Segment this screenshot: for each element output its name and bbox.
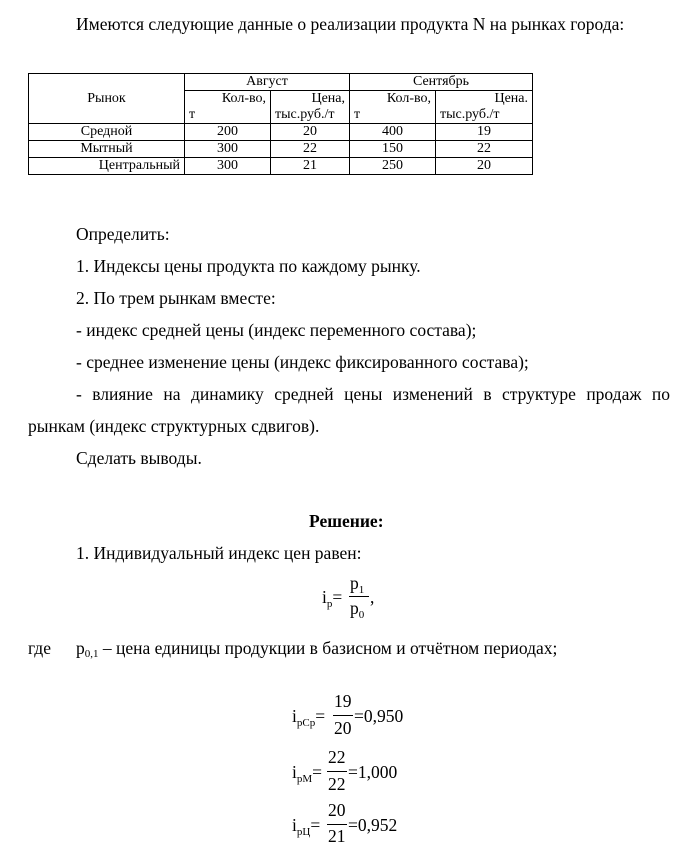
calc-ipsr <box>292 691 422 741</box>
fraction-bar <box>349 596 369 597</box>
qty-sep-header-line1: Кол-во, <box>386 91 431 106</box>
calc-numerator: 22 <box>328 747 346 767</box>
price-aug-header-line1: Цена, <box>311 91 345 106</box>
task-item-4: - среднее изменение цены (индекс фиксированного состава); <box>76 352 529 372</box>
price-aug-cell: 21 <box>271 158 350 175</box>
qty-sep-cell: 250 <box>350 158 436 175</box>
calc-lhs-letter: i <box>292 762 297 782</box>
table-row <box>29 124 533 141</box>
formula-tail: , <box>370 587 375 607</box>
fraction-bar <box>327 824 347 825</box>
calc-denominator: 22 <box>328 774 346 794</box>
table-row <box>29 158 533 175</box>
market-cell: Центральный <box>29 158 185 175</box>
calc-lhs-letter: i <box>292 815 297 835</box>
fraction-bar <box>333 715 353 716</box>
table-row <box>29 141 533 158</box>
conclusion: Сделать выводы. <box>76 448 202 468</box>
calc-lhs-letter: i <box>292 706 297 726</box>
task-item-5a: - влияние на динамику средней цены изменений в структуре продаж по <box>76 384 670 404</box>
where-word: где <box>28 638 51 658</box>
calc-lhs-sub: pСр <box>296 717 316 729</box>
price-aug-header <box>271 91 350 124</box>
calc-lhs: $i_{pСр}=$ <box>292 706 326 729</box>
price-aug-header-line2: тыс.руб./т <box>275 107 335 122</box>
qty-aug-header <box>185 91 271 124</box>
calc-result: =0,950 <box>354 706 404 726</box>
task-item-1: 1. Индексы цены продукта по каждому рынку. <box>76 256 421 276</box>
price-sep-cell: 20 <box>436 158 533 175</box>
calc-ipc <box>292 800 422 848</box>
calc-denominator: 21 <box>328 826 346 846</box>
qty-aug-header-line2: т <box>189 107 196 122</box>
price-sep-cell: 22 <box>436 141 533 158</box>
market-cell: Мытный <box>29 141 185 158</box>
calc-lhs: $i_{pЦ}=$ <box>292 815 321 838</box>
qty-sep-cell: 400 <box>350 124 436 141</box>
where-sub: 0,1 <box>84 648 99 660</box>
calc-result: =1,000 <box>348 762 398 782</box>
formula-lhs-letter: i <box>322 587 327 607</box>
formula-num-letter: p <box>350 573 359 593</box>
where-text: – цена единицы продукции в базисном и отчётном периодах; <box>98 638 558 658</box>
qty-sep-header-line2: т <box>354 107 361 122</box>
task-item-5b: рынкам (индекс структурных сдвигов). <box>28 416 320 436</box>
price-aug-cell: 20 <box>271 124 350 141</box>
qty-aug-cell: 200 <box>185 124 271 141</box>
task-item-2: 2. По трем рынкам вместе: <box>76 288 276 308</box>
august-header: Август <box>185 74 350 91</box>
calc-lhs: $i_{pМ}=$ <box>292 762 323 785</box>
formula-lhs: $i_p=$ <box>322 587 343 610</box>
qty-aug-cell: 300 <box>185 158 271 175</box>
formula-denominator <box>350 598 364 619</box>
market-cell: Средной <box>29 124 185 141</box>
calc-denominator: 20 <box>334 718 352 738</box>
calc-lhs-sub: pЦ <box>296 826 311 838</box>
formula-lhs-sub: p <box>326 598 333 610</box>
september-header: Сентябрь <box>350 74 533 91</box>
calc-result: =0,952 <box>348 815 398 835</box>
formula-numerator <box>350 573 364 594</box>
index-formula <box>322 573 382 621</box>
qty-sep-cell: 150 <box>350 141 436 158</box>
sales-table <box>28 73 533 175</box>
price-sep-cell: 19 <box>436 124 533 141</box>
qty-aug-cell: 300 <box>185 141 271 158</box>
intro-paragraph: Имеются следующие данные о реализации продукта N на рынках города: <box>76 14 625 34</box>
fraction-bar <box>327 771 347 772</box>
price-sep-header-line2: тыс.руб./т <box>440 107 500 122</box>
solution-step-1: 1. Индивидуальный индекс цен равен: <box>76 543 362 563</box>
price-sep-header-line1: Цена. <box>494 91 528 106</box>
qty-aug-header-line1: Кол-во, <box>221 91 266 106</box>
where-p: p <box>76 638 85 658</box>
task-item-3: - индекс средней цены (индекс переменного состава); <box>76 320 477 340</box>
calc-lhs-sub: pМ <box>296 773 313 785</box>
price-aug-cell: 22 <box>271 141 350 158</box>
where-definition <box>76 638 557 661</box>
formula-num-sub: 1 <box>358 584 365 596</box>
calc-numerator: 20 <box>328 800 346 820</box>
calc-numerator: 19 <box>334 691 352 711</box>
task-title: Определить: <box>76 224 170 244</box>
formula-den-sub: 0 <box>358 609 365 621</box>
qty-sep-header <box>350 91 436 124</box>
calc-ipm <box>292 747 422 797</box>
solution-title: Решение: <box>309 511 384 531</box>
price-sep-header <box>436 91 533 124</box>
market-header: Рынок <box>29 74 185 124</box>
formula-den-letter: p <box>350 598 359 618</box>
